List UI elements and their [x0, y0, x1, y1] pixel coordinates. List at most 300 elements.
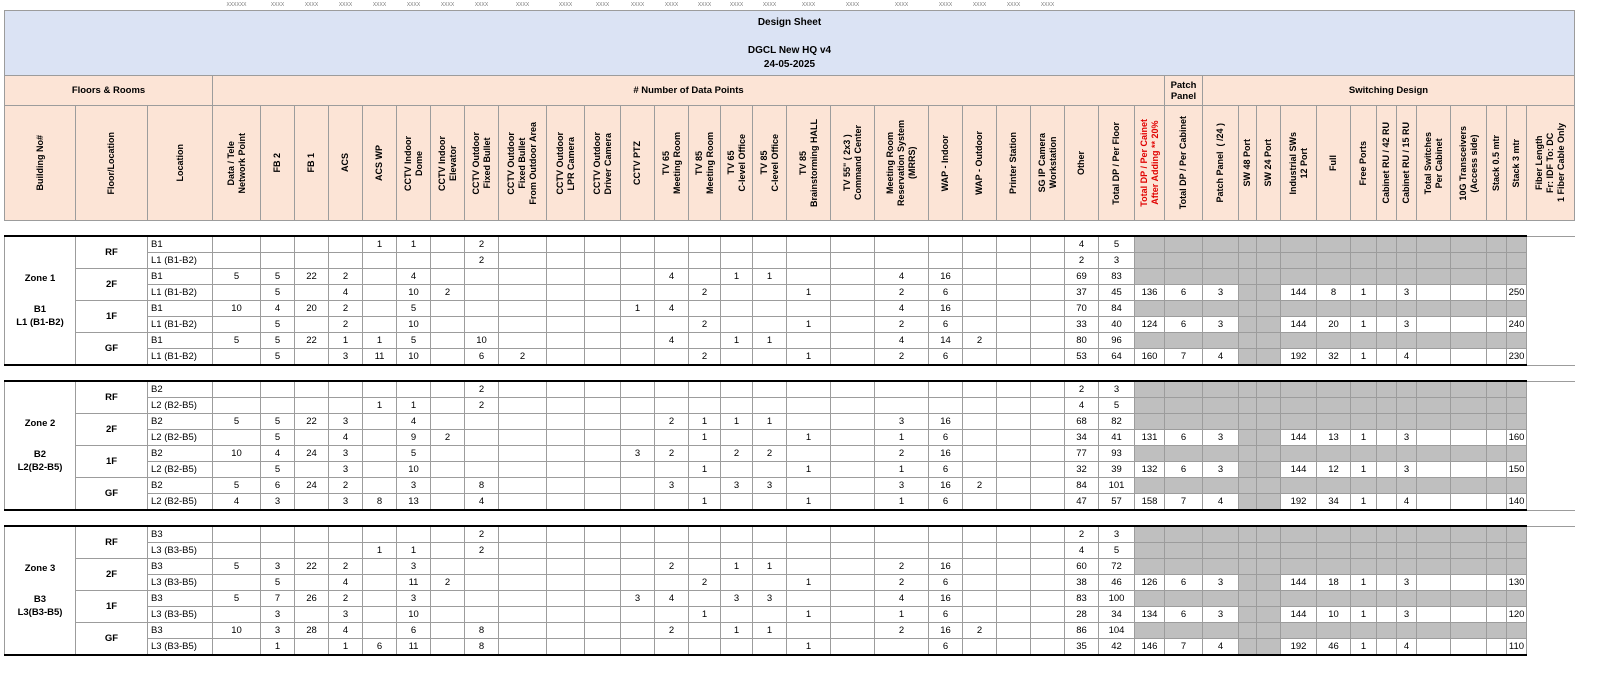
- switching-cell: 1: [1351, 494, 1377, 511]
- data-point-cell: [621, 285, 655, 301]
- switching-cell: [1203, 381, 1239, 398]
- data-point-cell: 2: [721, 446, 753, 462]
- data-point-cell: 10: [397, 462, 431, 478]
- location-cell: L1 (B1-B2): [148, 253, 213, 269]
- data-point-cell: [431, 559, 465, 575]
- data-point-cell: [431, 462, 465, 478]
- data-point-cell: [831, 301, 875, 317]
- switching-cell: [1417, 349, 1451, 366]
- switching-cell: 250: [1507, 285, 1527, 301]
- data-point-cell: [547, 526, 585, 543]
- column-header-label: Full: [1328, 155, 1338, 171]
- data-point-cell: 3: [397, 591, 431, 607]
- switching-cell: [1281, 559, 1317, 575]
- column-header: [1239, 106, 1257, 221]
- data-point-cell: [261, 236, 295, 253]
- data-point-cell: [1031, 253, 1065, 269]
- floor-cell: GF: [76, 478, 148, 511]
- column-header: [1451, 106, 1487, 221]
- zone-name: Zone 1: [24, 273, 56, 284]
- data-point-cell: [721, 607, 753, 623]
- top-strip-cell: XXXX: [664, 2, 679, 8]
- switching-cell: [1257, 301, 1281, 317]
- data-point-cell: [787, 526, 831, 543]
- data-point-cell: [997, 494, 1031, 511]
- total-after-20-cell: 45: [1099, 285, 1135, 301]
- switching-cell: 144: [1281, 607, 1317, 623]
- data-point-cell: [585, 398, 621, 414]
- switching-cell: 150: [1507, 462, 1527, 478]
- switching-cell: 6: [1165, 575, 1203, 591]
- data-point-cell: [787, 269, 831, 285]
- data-point-cell: 6: [929, 317, 963, 333]
- switching-cell: [1507, 591, 1527, 607]
- data-point-cell: [363, 381, 397, 398]
- data-point-cell: [585, 301, 621, 317]
- switching-cell: [1451, 414, 1487, 430]
- data-point-cell: [585, 236, 621, 253]
- switching-cell: [1257, 381, 1281, 398]
- data-point-cell: [753, 526, 787, 543]
- data-point-cell: [499, 575, 547, 591]
- switching-cell: [1317, 623, 1351, 639]
- data-point-cell: [499, 333, 547, 349]
- data-point-cell: [329, 543, 363, 559]
- switching-cell: [1317, 333, 1351, 349]
- switching-cell: [1377, 381, 1397, 398]
- data-point-cell: [465, 446, 499, 462]
- location-cell: B3: [148, 559, 213, 575]
- data-point-cell: [787, 623, 831, 639]
- column-header-label: Cabinet RU / 42 RU: [1381, 122, 1391, 204]
- total-after-20-cell: 34: [1099, 607, 1135, 623]
- column-header: [465, 106, 499, 221]
- data-point-cell: [621, 349, 655, 366]
- data-point-cell: [295, 494, 329, 511]
- data-point-cell: [689, 333, 721, 349]
- switching-cell: [1317, 591, 1351, 607]
- data-point-cell: [929, 526, 963, 543]
- data-point-cell: [585, 494, 621, 511]
- switching-cell: [1397, 333, 1417, 349]
- data-point-cell: [621, 623, 655, 639]
- switching-cell: [1397, 414, 1417, 430]
- data-point-cell: [963, 543, 997, 559]
- data-point-cell: [963, 285, 997, 301]
- top-strip-cell: XXXX: [697, 2, 712, 8]
- data-point-cell: [621, 414, 655, 430]
- data-point-cell: 5: [397, 446, 431, 462]
- top-strip-cell: XXXX: [595, 2, 610, 8]
- data-point-cell: [585, 333, 621, 349]
- column-header: [1031, 106, 1065, 221]
- switching-cell: [1257, 478, 1281, 494]
- column-header-label: Stack 0.5 mtr: [1491, 134, 1501, 192]
- switching-cell: 8: [1317, 285, 1351, 301]
- data-point-cell: [499, 414, 547, 430]
- data-point-cell: [431, 623, 465, 639]
- data-point-cell: [431, 478, 465, 494]
- data-point-cell: [431, 639, 465, 656]
- switching-cell: [1487, 381, 1507, 398]
- data-point-cell: [621, 333, 655, 349]
- column-header: [261, 106, 295, 221]
- table-row: [5, 575, 1575, 591]
- data-point-cell: 20: [295, 301, 329, 317]
- switching-cell: 32: [1317, 349, 1351, 366]
- data-point-cell: [363, 607, 397, 623]
- switching-cell: [1351, 381, 1377, 398]
- switching-cell: [1203, 478, 1239, 494]
- top-strip-cell: XXXXXX: [226, 2, 247, 8]
- data-point-cell: [499, 559, 547, 575]
- location-cell: B1: [148, 333, 213, 349]
- data-point-cell: 10: [397, 317, 431, 333]
- floor-cell: RF: [76, 236, 148, 269]
- data-point-cell: [831, 607, 875, 623]
- column-header: [1377, 106, 1397, 221]
- switching-cell: [1281, 253, 1317, 269]
- data-point-cell: [963, 269, 997, 285]
- data-point-cell: [997, 285, 1031, 301]
- location-cell: B3: [148, 526, 213, 543]
- data-point-cell: [655, 575, 689, 591]
- total-per-floor-cell: 32: [1065, 462, 1099, 478]
- switching-cell: 34: [1317, 494, 1351, 511]
- data-point-cell: [213, 607, 261, 623]
- data-point-cell: [621, 494, 655, 511]
- switching-cell: [1351, 414, 1377, 430]
- data-point-cell: [465, 285, 499, 301]
- data-point-cell: [787, 414, 831, 430]
- data-point-cell: 3: [261, 623, 295, 639]
- switching-cell: [1397, 543, 1417, 559]
- column-header: [655, 106, 689, 221]
- data-point-cell: [431, 526, 465, 543]
- total-after-20-cell: 39: [1099, 462, 1135, 478]
- zone-building: B1: [33, 304, 47, 315]
- switching-cell: 6: [1165, 430, 1203, 446]
- switching-cell: [1351, 526, 1377, 543]
- data-point-cell: [465, 414, 499, 430]
- data-point-cell: [465, 317, 499, 333]
- data-point-cell: [465, 301, 499, 317]
- switching-cell: 144: [1281, 462, 1317, 478]
- data-point-cell: 2: [753, 446, 787, 462]
- switching-cell: [1317, 398, 1351, 414]
- data-point-cell: 2: [875, 349, 929, 366]
- switching-cell: [1135, 526, 1165, 543]
- data-point-cell: [397, 381, 431, 398]
- data-point-cell: [721, 462, 753, 478]
- data-point-cell: [431, 543, 465, 559]
- table-row: [5, 494, 1575, 511]
- switching-cell: [1397, 301, 1417, 317]
- data-point-cell: 3: [875, 414, 929, 430]
- data-point-cell: 1: [363, 333, 397, 349]
- switching-cell: 136: [1135, 285, 1165, 301]
- switching-cell: 6: [1165, 285, 1203, 301]
- data-point-cell: 1: [363, 236, 397, 253]
- switching-cell: [1507, 543, 1527, 559]
- data-point-cell: [753, 494, 787, 511]
- data-point-cell: [963, 462, 997, 478]
- column-header: [431, 106, 465, 221]
- switching-cell: [1417, 285, 1451, 301]
- data-point-cell: [213, 253, 261, 269]
- switching-cell: [1397, 381, 1417, 398]
- data-point-cell: [213, 575, 261, 591]
- switching-cell: [1257, 591, 1281, 607]
- data-point-cell: [1031, 623, 1065, 639]
- switching-cell: [1451, 526, 1487, 543]
- data-point-cell: 2: [875, 623, 929, 639]
- data-point-cell: [295, 285, 329, 301]
- data-point-cell: [997, 543, 1031, 559]
- sheet-date: 24-05-2025: [763, 59, 816, 70]
- data-point-cell: [997, 526, 1031, 543]
- column-header-label: 10G Transceivers (Access side): [1457, 125, 1479, 201]
- data-point-cell: 4: [875, 591, 929, 607]
- data-point-cell: [363, 253, 397, 269]
- data-point-cell: [875, 381, 929, 398]
- switching-cell: 230: [1507, 349, 1527, 366]
- data-point-cell: 10: [397, 349, 431, 366]
- switching-cell: [1135, 623, 1165, 639]
- data-point-cell: [997, 349, 1031, 366]
- switching-cell: [1239, 236, 1257, 253]
- column-header: [585, 106, 621, 221]
- total-after-20-cell: 100: [1099, 591, 1135, 607]
- data-point-cell: [295, 607, 329, 623]
- switching-cell: [1239, 607, 1257, 623]
- data-point-cell: [787, 236, 831, 253]
- data-point-cell: 24: [295, 478, 329, 494]
- switching-cell: [1377, 349, 1397, 366]
- data-point-cell: [689, 478, 721, 494]
- data-point-cell: [963, 575, 997, 591]
- switching-cell: [1239, 381, 1257, 398]
- total-after-20-cell: 3: [1099, 381, 1135, 398]
- total-per-floor-cell: 38: [1065, 575, 1099, 591]
- data-point-cell: [997, 236, 1031, 253]
- data-point-cell: 4: [655, 301, 689, 317]
- data-point-cell: 1: [721, 269, 753, 285]
- switching-cell: [1239, 398, 1257, 414]
- switching-cell: [1165, 526, 1203, 543]
- switching-cell: [1351, 333, 1377, 349]
- data-point-cell: 2: [875, 285, 929, 301]
- switching-cell: [1203, 236, 1239, 253]
- switching-cell: [1507, 526, 1527, 543]
- column-header: [1281, 106, 1317, 221]
- total-after-20-cell: 46: [1099, 575, 1135, 591]
- column-header-label: Total DP / Per Cabinet: [1178, 116, 1188, 210]
- switching-cell: [1451, 430, 1487, 446]
- data-point-cell: [213, 398, 261, 414]
- data-point-cell: [963, 253, 997, 269]
- data-point-cell: [547, 301, 585, 317]
- data-point-cell: 5: [261, 285, 295, 301]
- switching-cell: [1417, 301, 1451, 317]
- switching-cell: [1239, 526, 1257, 543]
- data-point-cell: [1031, 333, 1065, 349]
- data-point-cell: [585, 349, 621, 366]
- switching-cell: [1239, 639, 1257, 656]
- data-point-cell: [499, 446, 547, 462]
- data-point-cell: [547, 285, 585, 301]
- switching-cell: [1451, 575, 1487, 591]
- switching-cell: [1281, 269, 1317, 285]
- switching-cell: [1317, 253, 1351, 269]
- column-header-label: Total DP / Per Cainet After Adding ** 20%: [1138, 119, 1160, 207]
- data-point-cell: 6: [929, 462, 963, 478]
- column-header-label: Meeting Room Reservation System (MRRS): [885, 119, 917, 207]
- switching-cell: [1417, 494, 1451, 511]
- data-point-cell: [621, 398, 655, 414]
- switching-cell: [1487, 285, 1507, 301]
- switching-cell: [1257, 494, 1281, 511]
- switching-cell: [1417, 398, 1451, 414]
- top-strip-cell: XXXX: [1040, 2, 1055, 8]
- zone-name: Zone 3: [24, 563, 56, 574]
- data-point-cell: [295, 381, 329, 398]
- switching-cell: 124: [1135, 317, 1165, 333]
- data-point-cell: 4: [213, 494, 261, 511]
- switching-cell: [1317, 414, 1351, 430]
- switching-cell: [1377, 301, 1397, 317]
- data-point-cell: [721, 301, 753, 317]
- data-point-cell: [721, 285, 753, 301]
- data-point-cell: [689, 269, 721, 285]
- data-point-cell: [831, 446, 875, 462]
- data-point-cell: [963, 301, 997, 317]
- switching-cell: [1507, 236, 1527, 253]
- data-point-cell: [689, 639, 721, 656]
- floor-cell: 2F: [76, 414, 148, 446]
- table-row: [5, 559, 1575, 575]
- data-point-cell: 2: [465, 543, 499, 559]
- switching-cell: 3: [1203, 607, 1239, 623]
- zone-building: B2: [33, 449, 47, 460]
- switching-cell: [1165, 253, 1203, 269]
- switching-cell: [1203, 253, 1239, 269]
- switching-cell: [1257, 269, 1281, 285]
- data-point-cell: 2: [655, 414, 689, 430]
- data-point-cell: [997, 623, 1031, 639]
- data-point-cell: 2: [875, 575, 929, 591]
- data-point-cell: [753, 639, 787, 656]
- data-point-cell: 16: [929, 478, 963, 494]
- project-name: DGCL New HQ v4: [747, 45, 832, 56]
- data-point-cell: 11: [363, 349, 397, 366]
- switching-cell: 146: [1135, 639, 1165, 656]
- total-after-20-cell: 5: [1099, 543, 1135, 559]
- data-point-cell: [547, 623, 585, 639]
- switching-cell: [1417, 430, 1451, 446]
- data-point-cell: [831, 639, 875, 656]
- data-point-cell: [753, 285, 787, 301]
- switching-cell: 160: [1135, 349, 1165, 366]
- data-point-cell: [547, 478, 585, 494]
- zone-code: L2(B2-B5): [17, 462, 63, 473]
- switching-cell: 4: [1397, 494, 1417, 511]
- data-point-cell: 16: [929, 623, 963, 639]
- switching-cell: 4: [1203, 349, 1239, 366]
- switching-cell: [1135, 253, 1165, 269]
- switching-cell: [1451, 639, 1487, 656]
- location-cell: L2 (B2-B5): [148, 430, 213, 446]
- data-point-cell: [831, 333, 875, 349]
- data-point-cell: 4: [397, 414, 431, 430]
- data-point-cell: 3: [397, 478, 431, 494]
- data-point-cell: 3: [329, 414, 363, 430]
- data-point-cell: [721, 317, 753, 333]
- data-point-cell: 5: [397, 333, 431, 349]
- data-point-cell: 3: [329, 349, 363, 366]
- data-point-cell: 1: [397, 398, 431, 414]
- group-patch-panel: Patch Panel: [1165, 76, 1203, 106]
- data-point-cell: 5: [213, 269, 261, 285]
- column-header-label: Free Ports: [1358, 140, 1368, 186]
- data-point-cell: [585, 269, 621, 285]
- switching-cell: [1351, 478, 1377, 494]
- data-point-cell: 1: [787, 317, 831, 333]
- data-point-cell: [787, 559, 831, 575]
- data-point-cell: 1: [875, 494, 929, 511]
- data-point-cell: 22: [295, 269, 329, 285]
- column-header: [1487, 106, 1507, 221]
- switching-cell: [1281, 526, 1317, 543]
- data-point-cell: 7: [261, 591, 295, 607]
- data-point-cell: [655, 462, 689, 478]
- switching-cell: 46: [1317, 639, 1351, 656]
- switching-cell: [1239, 269, 1257, 285]
- switching-cell: [1135, 333, 1165, 349]
- data-point-cell: 4: [655, 333, 689, 349]
- switching-cell: [1165, 446, 1203, 462]
- switching-cell: [1397, 446, 1417, 462]
- switching-cell: [1487, 398, 1507, 414]
- data-point-cell: 8: [465, 639, 499, 656]
- data-point-cell: 2: [465, 398, 499, 414]
- data-point-cell: [963, 607, 997, 623]
- data-point-cell: [831, 430, 875, 446]
- column-header: [1099, 106, 1135, 221]
- switching-cell: 1: [1351, 349, 1377, 366]
- switching-cell: [1397, 236, 1417, 253]
- total-per-floor-cell: 4: [1065, 236, 1099, 253]
- data-point-cell: 11: [397, 639, 431, 656]
- data-point-cell: [213, 526, 261, 543]
- switching-cell: [1507, 478, 1527, 494]
- switching-cell: [1165, 381, 1203, 398]
- data-point-cell: [295, 317, 329, 333]
- table-row: [5, 639, 1575, 656]
- switching-cell: [1281, 478, 1317, 494]
- table-row: [5, 414, 1575, 430]
- switching-cell: 4: [1397, 349, 1417, 366]
- column-header: [1317, 106, 1351, 221]
- data-point-cell: 4: [397, 269, 431, 285]
- switching-cell: [1377, 623, 1397, 639]
- data-point-cell: [329, 526, 363, 543]
- zone-building: B3: [33, 594, 47, 605]
- column-header: [963, 106, 997, 221]
- location-cell: B1: [148, 301, 213, 317]
- data-point-cell: [295, 398, 329, 414]
- data-point-cell: [295, 430, 329, 446]
